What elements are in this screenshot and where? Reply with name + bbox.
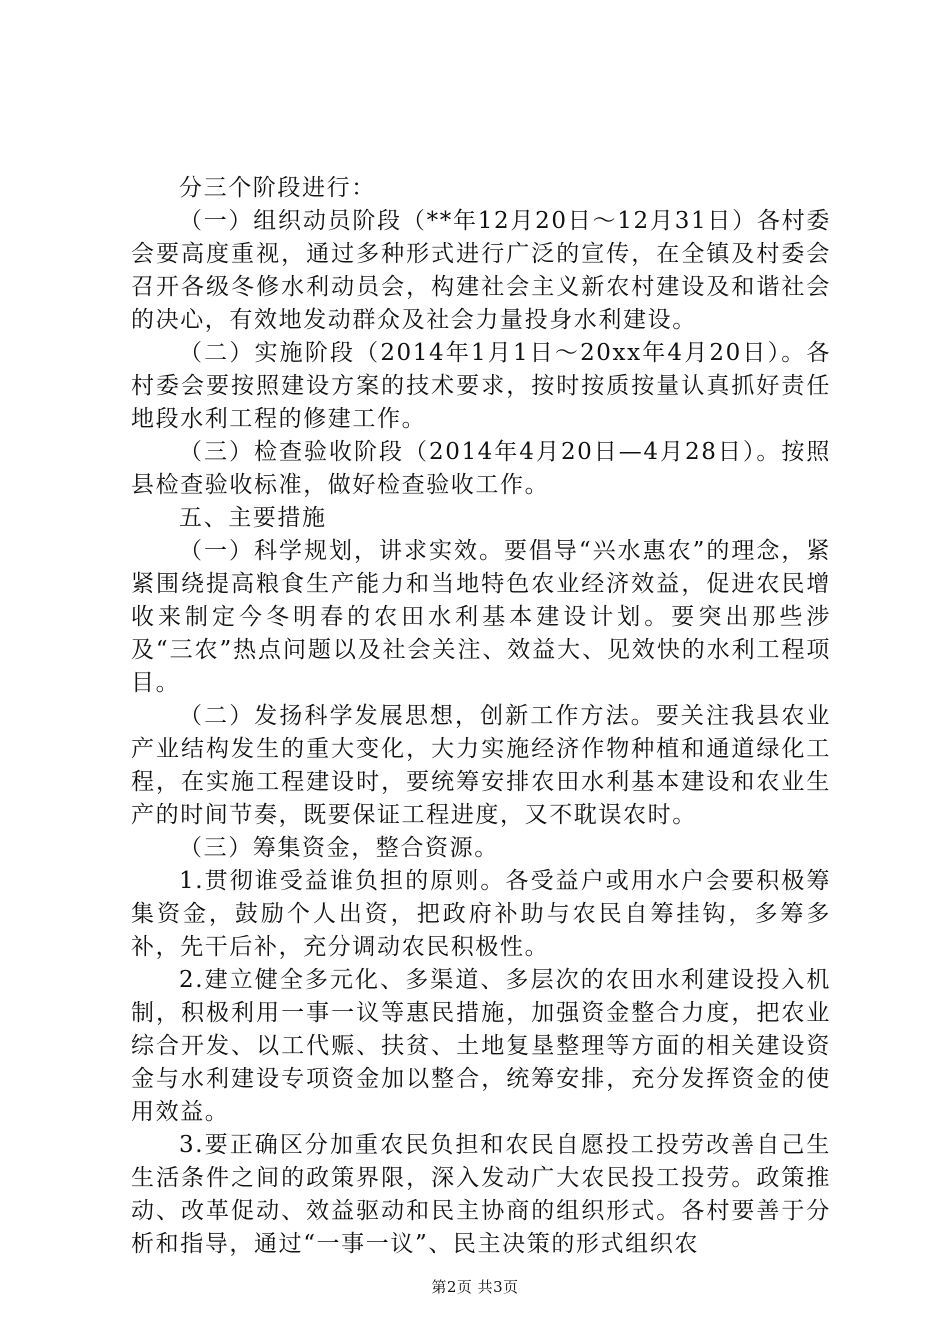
paragraph: 3.要正确区分加重农民负担和农民自愿投工投劳改善自己生生活条件之间的政策界限，深入发动广大农民投工投劳。政策推动、改革促动、效益驱动和民主协商的组织形式。各村要善于分析和指导，通过“一事一议”、民主决策的形式组织农 bbox=[131, 1132, 831, 1257]
paragraph: （一）科学规划，讲求实效。要倡导“兴水惠农”的理念，紧紧围绕提高粮食生产能力和当地特色农业经济效益，促进农民增收来制定今冬明春的农田水利基本建设计划。要突出那些涉及“三农”热点问题以及社会关注、效益大、见效快的水利工程项目。 bbox=[131, 538, 831, 696]
paragraph: （一）组织动员阶段（**年12月20日～12月31日）各村委会要高度重视，通过多种形式进行广泛的宣传，在全镇及村委会召开各级冬修水利动员会，构建社会主义新农村建设及和谐社会的决心，有效地发动群众及社会力量投身水利建设。 bbox=[131, 208, 831, 333]
section-heading: 五、主要措施 bbox=[179, 505, 327, 531]
paragraph: （二）发扬科学发展思想，创新工作方法。要关注我县农业产业结构发生的重大变化，大力实施经济作物种植和通道绿化工程，在实施工程建设时，要统筹安排农田水利基本建设和农业生产的时间节奏，既要保证工程进度，又不耽误农时。 bbox=[131, 703, 831, 828]
document-body bbox=[131, 172, 831, 1261]
paragraph: 1.贯彻谁受益谁负担的原则。各受益户或用水户会要积极筹集资金，鼓励个人出资，把政府补助与农民自筹挂钩，多筹多补，先干后补，充分调动农民积极性。 bbox=[131, 868, 831, 960]
paragraph: 分三个阶段进行： bbox=[179, 175, 376, 201]
paragraph: （三）筹集资金，整合资源。 bbox=[179, 835, 499, 861]
paragraph: 2.建立健全多元化、多渠道、多层次的农田水利建设投入机制，积极利用一事一议等惠民措施，加强资金整合力度，把农业综合开发、以工代赈、扶贫、土地复垦整理等方面的相关建设资金与水利建设专项资金加以整合，统筹安排，充分发挥资金的使用效益。 bbox=[131, 967, 831, 1125]
paragraph: （二）实施阶段（2014年1月1日～20xx年4月20日）。各村委会要按照建设方案的技术要求，按时按质按量认真抓好责任地段水利工程的修建工作。 bbox=[131, 340, 831, 432]
page-footer: 第2页 共3页 bbox=[431, 1278, 519, 1296]
paragraph: （三）检查验收阶段（2014年4月20日—4月28日）。按照县检查验收标准，做好检查验收工作。 bbox=[131, 439, 831, 498]
